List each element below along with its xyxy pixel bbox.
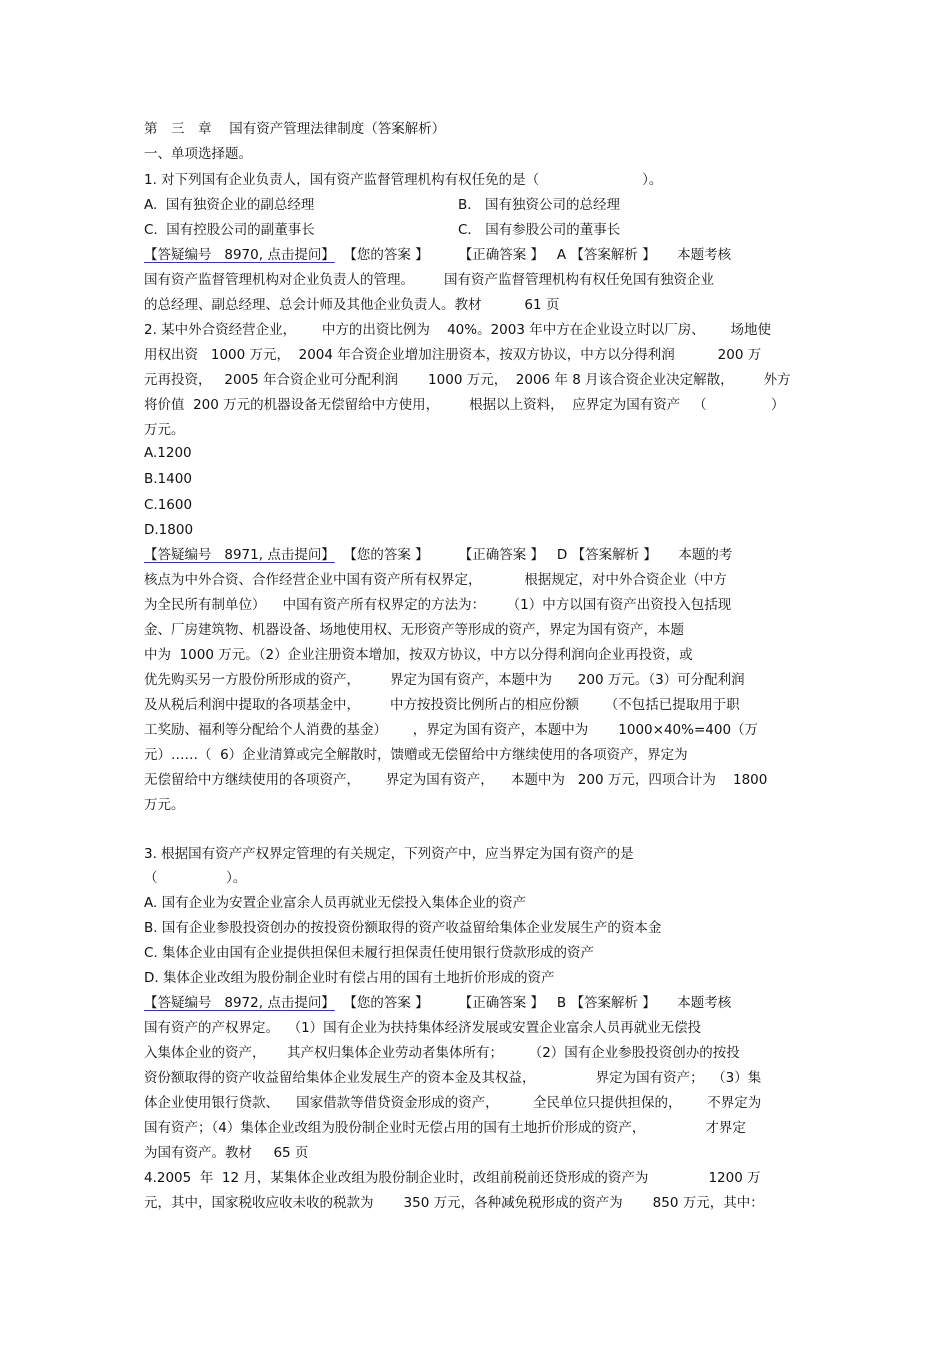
question-3-ask-link[interactable]: 【答疑编号 8972, 点击提问】 (144, 995, 335, 1011)
chapter-title: 第 三 章 国有资产管理法律制度（答案解析） (144, 121, 446, 137)
question-2-option-c: C.1600 (144, 497, 193, 513)
question-1-stem: 1. 对下列国有企业负责人，国有资产监督管理机构有权任免的是（ ）。 (144, 172, 663, 188)
question-2-option-a: A.1200 (144, 445, 192, 461)
question-3-explanation-line: 体企业使用银行贷款、 国家借款等借贷资金形成的资产， 全民单位只提供担保的， 不界定为 (144, 1095, 762, 1111)
question-2-explanation-line: 万元。 (144, 797, 185, 813)
question-2-stem-line: 2. 某中外合资经营企业， 中方的出资比例为 40%。2003 年中方在企业设立时以厂房、 场地使 (144, 322, 771, 338)
question-2-explanation-line: 金、厂房建筑物、机器设备、场地使用权、无形资产等形成的资产，界定为国有资产，本题 (144, 622, 684, 638)
question-2-stem-line: 用权出资 1000 万元， 2004 年合资企业增加注册资本，按双方协议，中方以分得利润 200 万 (144, 347, 762, 363)
question-2-answer-line (144, 546, 732, 564)
question-3-option-d: D. 集体企业改组为股份制企业时有偿占用的国有土地折价形成的资产 (144, 970, 555, 986)
question-2-stem-line: 将价值 200 万元的机器设备无偿留给中方使用， 根据以上资料， 应界定为国有资产 （ ） (144, 397, 785, 413)
question-1-option-c: C. 国有控股公司的副董事长 (144, 222, 315, 238)
question-2-explanation-line: 元）……（ 6）企业清算或完全解散时，馈赠或无偿留给中方继续使用的各项资产，界定为 (144, 747, 688, 763)
question-3-explanation-line: 国有资产；（4）集体企业改组为股份制企业时无偿占用的国有土地折价形成的资产， 才界定 (144, 1120, 746, 1136)
question-3-option-c: C. 集体企业由国有企业提供担保但未履行担保责任使用银行贷款形成的资产 (144, 945, 595, 961)
question-2-explanation-line: 无偿留给中方继续使用的各项资产， 界定为国有资产， 本题中为 200 万元，四项合计为 1800 (144, 772, 768, 788)
question-3-option-b: B. 国有企业参股投资创办的按投资份额取得的资产收益留给集体企业发展生产的资本金 (144, 920, 662, 936)
question-2-explanation-line: 及从税后利润中提取的各项基金中， 中方按投资比例所占的相应份额 （不包括已提取用于职 (144, 697, 740, 713)
question-3-explanation-line: 入集体企业的资产， 其产权归集体企业劳动者集体所有； （2）国有企业参股投资创办的按投 (144, 1045, 740, 1061)
question-2-ask-link[interactable]: 【答疑编号 8971, 点击提问】 (144, 547, 335, 563)
question-3-option-a: A. 国有企业为安置企业富余人员再就业无偿投入集体企业的资产 (144, 895, 527, 911)
question-3-explanation-line: 国有资产的产权界定。 （1）国有企业为扶持集体经济发展或安置企业富余人员再就业无偿投 (144, 1020, 702, 1036)
question-2-stem-line: 元再投资， 2005 年合资企业可分配利润 1000 万元， 2006 年 8 月该合资企业决定解散， 外方 (144, 372, 791, 388)
question-2-explanation-line: 中为 1000 万元。（2）企业注册资本增加，按双方协议，中方以分得利润向企业再投资，或 (144, 647, 693, 663)
question-3-answer-labels: 【您的答案 】 【正确答案 】 B 【答案解析 】 本题考核 (334, 995, 732, 1011)
question-2-explanation-line: 核点为中外合资、合作经营企业中国有资产所有权界定， 根据规定，对中外合资企业（中方 (144, 572, 727, 588)
question-1-ask-link[interactable]: 【答疑编号 8970, 点击提问】 (144, 247, 335, 263)
question-2-option-b: B.1400 (144, 471, 192, 487)
question-4-stem-line: 4.2005 年 12 月，某集体企业改组为股份制企业时，改组前税前还贷形成的资产为 1200 万 (144, 1170, 761, 1186)
question-1-answer-line (144, 246, 731, 264)
question-1-option-b: B． 国有独资公司的总经理 (458, 197, 621, 213)
question-2-stem-line: 万元。 (144, 422, 185, 438)
question-1-explanation-line: 国有资产监督管理机构对企业负责人的管理。 国有资产监督管理机构有权任免国有独资企业 (144, 272, 715, 288)
question-3-stem-line: （ ）。 (144, 870, 247, 886)
question-3-explanation-line: 资份额取得的资产收益留给集体企业发展生产的资本金及其权益， 界定为国有资产； （3）集 (144, 1070, 762, 1086)
question-3-answer-line (144, 994, 731, 1012)
question-1-explanation-line: 的总经理、副总经理、总会计师及其他企业负责人。教材 61 页 (144, 297, 560, 313)
question-2-explanation-line: 优先购买另一方股份所形成的资产， 界定为国有资产，本题中为 200 万元。（3）可分配利润 (144, 672, 745, 688)
question-2-explanation-line: 工奖励、福利等分配给个人消费的基金） ，界定为国有资产，本题中为 1000×40%=400（万 (144, 722, 759, 738)
question-1-option-d: C． 国有参股公司的董事长 (458, 222, 621, 238)
question-1-option-a: A. 国有独资企业的副总经理 (144, 197, 315, 213)
question-4-stem-line: 元，其中，国家税收应收未收的税款为 350 万元，各种减免税形成的资产为 850 万元，其中： (144, 1195, 764, 1211)
question-2-answer-labels: 【您的答案 】 【正确答案 】 D 【答案解析 】 本题的考 (334, 547, 733, 563)
question-3-explanation-line: 为国有资产。教材 65 页 (144, 1145, 309, 1161)
question-2-option-d: D.1800 (144, 522, 194, 538)
question-2-explanation-line: 为全民所有制单位） 中国有资产所有权界定的方法为： （1）中方以国有资产出资投入包括现 (144, 597, 732, 613)
question-3-stem-line: 3. 根据国有资产产权界定管理的有关规定，下列资产中，应当界定为国有资产的是 (144, 846, 634, 862)
question-1-answer-labels: 【您的答案 】 【正确答案 】 A 【答案解析 】 本题考核 (334, 247, 732, 263)
section-heading: 一、单项选择题。 (144, 146, 252, 162)
